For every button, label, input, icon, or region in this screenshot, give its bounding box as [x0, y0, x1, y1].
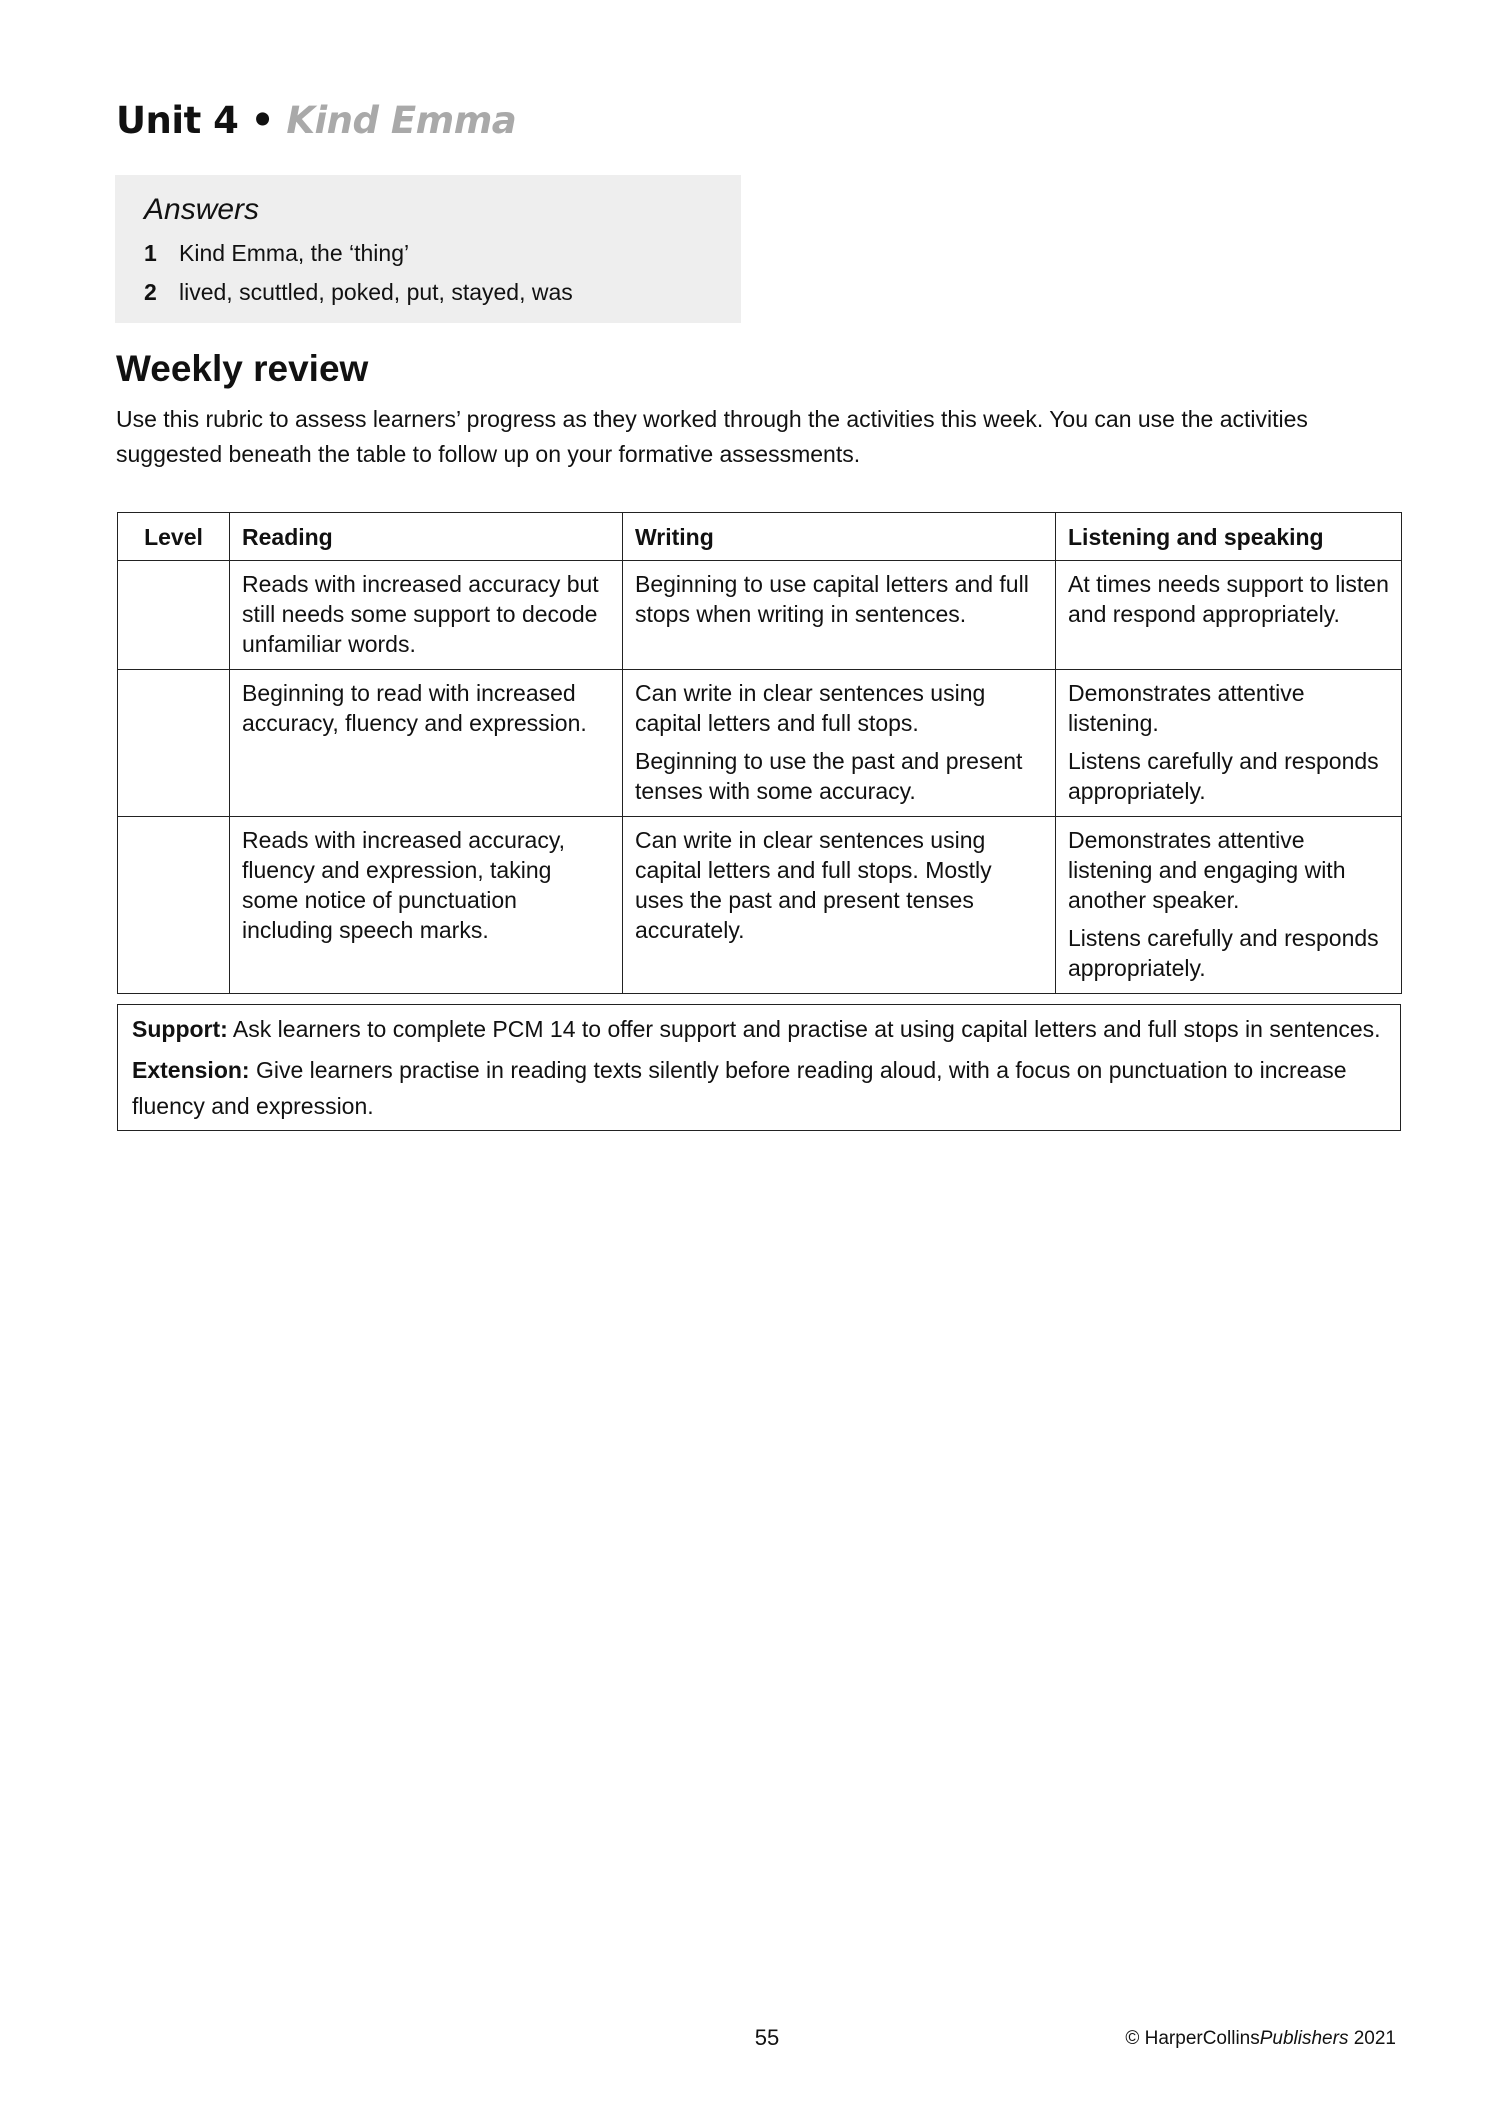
weekly-review-heading: Weekly review — [116, 348, 369, 389]
cell-text: Reads with increased accuracy but still needs some support to decode unfamiliar words. — [242, 571, 599, 657]
copyright-notice — [1125, 2025, 1396, 2053]
unit-label: Unit 4 — [116, 99, 239, 142]
writing-cell — [623, 817, 1056, 994]
cell-text: Can write in clear sentences using capital letters and full stops. — [635, 680, 986, 736]
support-note — [132, 1011, 1386, 1047]
cell-text: Listens carefully and responds appropriately. — [1068, 748, 1379, 804]
cell-text: Demonstrates attentive listening and engaging with another speaker. — [1068, 827, 1346, 913]
copyright-publishers: Publishers — [1259, 2028, 1349, 2049]
weekly-review-intro: Use this rubric to assess learners’ progress as they worked through the activities this week. You can use the activities suggested beneath the table to follow up on your formative assessments. — [116, 406, 1308, 467]
header-level: Level — [118, 513, 230, 561]
level-cell — [118, 561, 230, 670]
writing-cell — [623, 561, 1056, 670]
unit-title: Kind Emma — [286, 99, 517, 142]
cell-text: Demonstrates attentive listening. — [1068, 680, 1305, 736]
listening-cell — [1056, 561, 1402, 670]
cell-text: At times needs support to listen and respond appropriately. — [1068, 571, 1389, 627]
reading-cell — [230, 817, 623, 994]
cell-text: Can write in clear sentences using capital letters and full stops. Mostly uses the past and present tenses accurately. — [635, 827, 992, 943]
header-reading: Reading — [230, 513, 623, 561]
table-row — [118, 561, 1402, 670]
extension-text: Give learners practise in reading texts silently before reading aloud, with a focus on punctuation to increase fluency and expression. — [132, 1057, 1347, 1119]
cell-text: Reads with increased accuracy, fluency and expression, taking some notice of punctuation including speech marks. — [242, 827, 565, 943]
answer-number: 1 — [144, 240, 157, 266]
answer-text: Kind Emma, the ‘thing’ — [179, 240, 410, 266]
cell-text: Listens carefully and responds appropriately. — [1068, 925, 1379, 981]
unit-separator: • — [250, 99, 274, 142]
header-listening-speaking: Listening and speaking — [1056, 513, 1402, 561]
rubric-header-row — [118, 513, 1402, 561]
answer-text: lived, scuttled, poked, put, stayed, was — [179, 279, 573, 305]
copyright-year: 2021 — [1348, 2028, 1396, 2049]
cell-text: Beginning to use capital letters and full stops when writing in sentences. — [635, 571, 1029, 627]
answers-box — [115, 175, 741, 323]
answer-item — [144, 234, 741, 273]
extension-note — [132, 1052, 1386, 1124]
table-row — [118, 817, 1402, 994]
support-label: Support: — [132, 1016, 228, 1042]
copyright-prefix: © HarperCollins — [1125, 2028, 1260, 2049]
answers-title: Answers — [144, 193, 260, 226]
extension-label: Extension: — [132, 1057, 250, 1083]
table-row — [118, 670, 1402, 817]
rubric-table — [117, 512, 1402, 994]
unit-heading — [116, 96, 516, 146]
reading-cell — [230, 670, 623, 817]
header-writing: Writing — [623, 513, 1056, 561]
cell-text: Beginning to read with increased accuracy, fluency and expression. — [242, 680, 587, 736]
level-cell — [118, 670, 230, 817]
cell-text: Beginning to use the past and present tenses with some accuracy. — [635, 748, 1023, 804]
level-cell — [118, 817, 230, 994]
follow-up-notes-box — [117, 1004, 1401, 1131]
support-text: Ask learners to complete PCM 14 to offer support and practise at using capital letters and full stops in sentences. — [227, 1016, 1381, 1042]
page-number: 55 — [754, 2025, 780, 2050]
reading-cell — [230, 561, 623, 670]
answer-item — [144, 273, 741, 312]
answer-number: 2 — [144, 279, 157, 305]
listening-cell — [1056, 817, 1402, 994]
listening-cell — [1056, 670, 1402, 817]
writing-cell — [623, 670, 1056, 817]
